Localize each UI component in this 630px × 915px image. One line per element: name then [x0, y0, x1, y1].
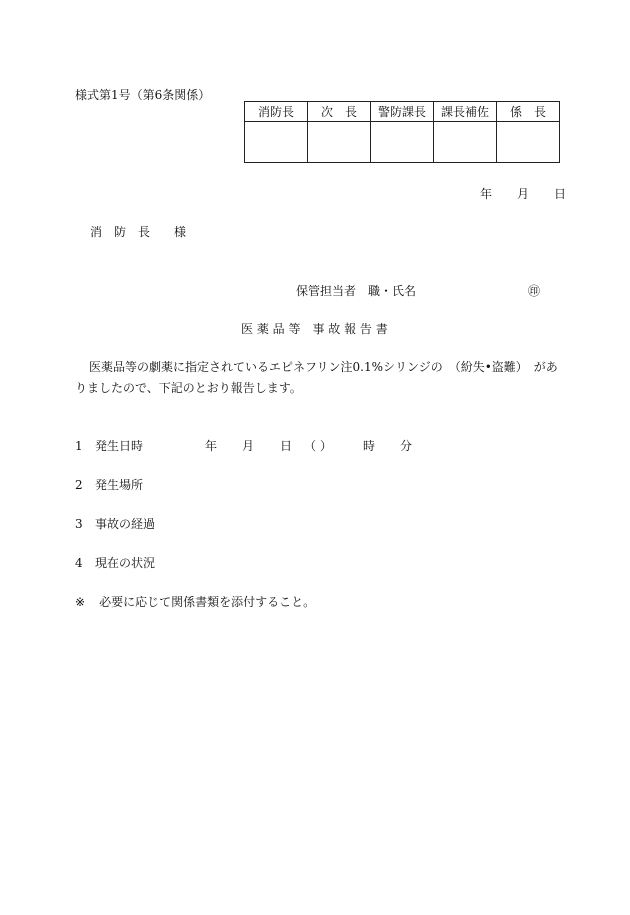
addressee: 消 防 長	[90, 225, 151, 239]
item-number: 4	[75, 556, 83, 570]
seal-mark: ㊞	[528, 284, 541, 298]
stamp-cell	[497, 122, 560, 163]
stamp-header-unit-chief: 係 長	[497, 102, 560, 122]
item-occurrence-place	[75, 476, 143, 493]
item-label: 現在の状況	[95, 556, 156, 570]
occurrence-hour-label: 時	[363, 439, 376, 453]
document-title: 医 薬 品 等 事 故 報 告 書	[241, 322, 388, 336]
date-month-label: 月	[517, 187, 530, 201]
item-number: 3	[75, 517, 83, 531]
item-incident-progress	[75, 515, 155, 532]
occurrence-minute-label: 分	[400, 439, 413, 453]
approval-stamp-table	[244, 101, 560, 163]
date-year-label: 年	[480, 187, 493, 201]
report-body-text: 医薬品等の劇薬に指定されているエピネフリン注0.1%シリンジの （紛失•盗難） がありましたので、下記のとおり報告します。	[75, 360, 558, 395]
item-label: 発生場所	[95, 478, 144, 492]
attachment-note	[75, 593, 315, 610]
stamp-cell	[308, 122, 371, 163]
addressee-honorific: 様	[174, 225, 187, 239]
note-mark: ※	[75, 595, 86, 609]
stamp-header-deputy: 次 長	[308, 102, 371, 122]
stamp-header-defense-section-chief: 警防課長	[371, 102, 434, 122]
occurrence-year-label: 年	[205, 439, 218, 453]
occurrence-day-label: 日	[280, 439, 293, 453]
item-number: 1	[75, 439, 83, 453]
occurrence-month-label: 月	[242, 439, 255, 453]
item-label: 発生日時	[95, 439, 144, 453]
item-current-status	[75, 554, 155, 571]
item-label: 事故の経過	[95, 517, 156, 531]
stamp-header-fire-chief: 消防長	[245, 102, 308, 122]
custodian-name-label: 保管担当者 職・氏名	[296, 284, 417, 298]
date-day-label: 日	[554, 187, 567, 201]
stamp-cell	[371, 122, 434, 163]
stamp-header-assistant-chief: 課長補佐	[434, 102, 497, 122]
stamp-cell	[245, 122, 308, 163]
stamp-cell	[434, 122, 497, 163]
item-number: 2	[75, 478, 83, 492]
note-text: 必要に応じて関係書類を添付すること。	[99, 595, 316, 609]
weekday-paren-open: （	[304, 439, 317, 453]
item-occurrence-datetime	[75, 437, 143, 454]
form-number-label: 様式第1号（第6条関係）	[75, 88, 211, 102]
weekday-paren-close: ）	[320, 439, 333, 453]
